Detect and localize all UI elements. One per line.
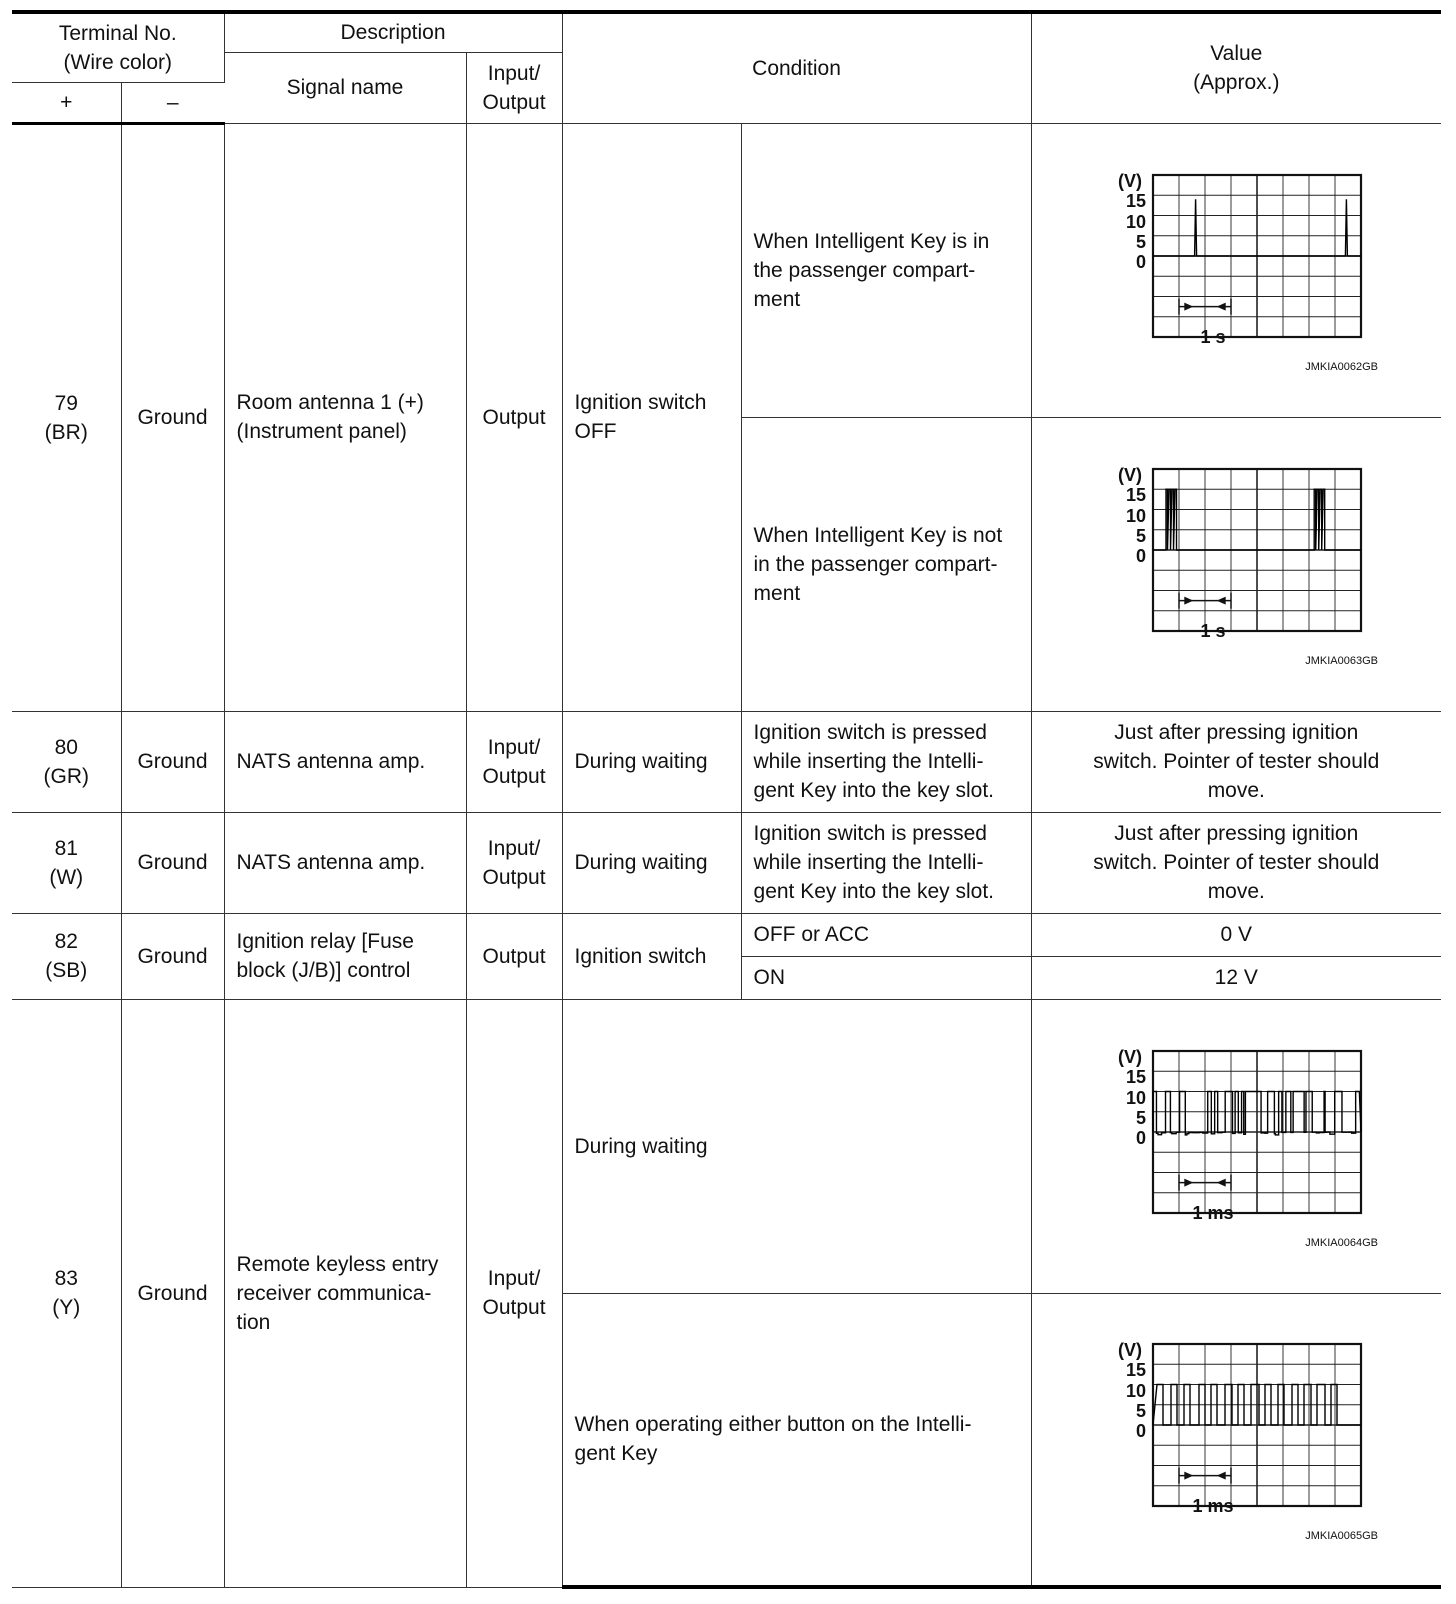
header-minus: – [121, 82, 224, 123]
oscilloscope-waveform [1086, 165, 1386, 375]
signal-line: (Instrument panel) [236, 420, 407, 443]
io-line: Output [482, 1296, 546, 1319]
table-row-80 [12, 711, 1441, 812]
value [1031, 711, 1441, 812]
header-terminal-no [12, 12, 224, 82]
minus-terminal: Ground [121, 913, 224, 999]
io-line: Input/ [487, 1267, 541, 1290]
figure-id: JMKIA0064GB [1305, 1237, 1379, 1249]
time-scale: 1 ms [1192, 1203, 1234, 1223]
sub-condition [741, 711, 1031, 812]
oscilloscope-waveform [1086, 1041, 1386, 1251]
volt-unit: (V) [1118, 1047, 1143, 1067]
signal-name [224, 999, 466, 1587]
terminal-number: 82 [54, 930, 78, 953]
input-output [466, 812, 562, 913]
header-input-output [466, 52, 562, 123]
input-output [466, 999, 562, 1587]
signal-line: Remote keyless entry [236, 1252, 439, 1276]
io-line: Input/ [487, 735, 541, 759]
header-value-label: Value [1210, 42, 1263, 66]
oscilloscope-waveform [1086, 1334, 1386, 1544]
time-scale: 1 s [1200, 327, 1226, 347]
sub-condition-line: When Intelligent Key is in [753, 229, 990, 253]
terminal-81 [12, 812, 121, 913]
value: 0 V [1031, 913, 1441, 956]
value-waveform [1031, 1293, 1441, 1587]
header-io-line1: Input/ [487, 61, 541, 85]
sub-condition-line: in the passenger compart- [753, 552, 998, 576]
header-condition: Condition [562, 12, 1031, 123]
terminal-number: 79 [54, 391, 78, 415]
terminal-79 [12, 123, 121, 711]
value-line: move. [1207, 880, 1265, 903]
y-tick: 15 [1126, 485, 1147, 505]
y-tick: 15 [1126, 191, 1147, 211]
input-output: Output [466, 913, 562, 999]
value-line: Just after pressing ignition [1114, 822, 1359, 845]
minus-terminal: Ground [121, 123, 224, 711]
header-value [1031, 12, 1441, 123]
header-io-line2: Output [482, 90, 546, 114]
sub-condition-line: the passenger compart- [753, 258, 976, 282]
y-tick: 5 [1136, 1401, 1147, 1422]
minus-terminal: Ground [121, 812, 224, 913]
header-description: Description [224, 12, 562, 52]
value-line: switch. Pointer of tester should [1093, 750, 1380, 773]
header-plus: + [12, 82, 121, 123]
header-wire-color-label: (Wire color) [63, 50, 172, 74]
minus-terminal: Ground [121, 711, 224, 812]
condition: During waiting [562, 711, 741, 812]
terminal-82 [12, 913, 121, 999]
condition: Ignition switch [562, 913, 741, 999]
y-tick: 5 [1136, 526, 1147, 546]
value-line: move. [1207, 779, 1265, 802]
figure-id: JMKIA0065GB [1305, 1530, 1379, 1543]
signal-name [224, 123, 466, 711]
sub-condition-line: When Intelligent Key is not [753, 523, 1003, 547]
io-line: Output [482, 764, 546, 788]
signal-line: Ignition relay [Fuse [236, 930, 414, 953]
header-signal-name: Signal name [224, 52, 466, 123]
time-scale: 1 s [1200, 621, 1226, 641]
sub-condition [741, 812, 1031, 913]
sub-condition [741, 123, 1031, 417]
y-tick: 5 [1136, 1108, 1147, 1128]
terminal-value-table [12, 10, 1441, 1589]
y-tick: 0 [1136, 546, 1147, 566]
input-output: Output [466, 123, 562, 711]
time-scale: 1 ms [1192, 1496, 1234, 1517]
signal-line: Room antenna 1 (+) [236, 391, 424, 414]
signal-line: block (J/B)] control [236, 959, 411, 982]
sub-condition-line: gent Key into the key slot. [753, 880, 994, 903]
signal-name [224, 913, 466, 999]
condition [562, 1293, 1031, 1587]
wire-color: (BR) [44, 420, 88, 444]
figure-id: JMKIA0062GB [1305, 361, 1379, 373]
wire-color: (Y) [52, 1296, 81, 1319]
terminal-number: 83 [54, 1267, 78, 1290]
sub-condition-line: Ignition switch is pressed [753, 721, 987, 744]
io-line: Output [482, 865, 546, 889]
volt-unit: (V) [1118, 465, 1143, 485]
io-line: Input/ [487, 836, 541, 860]
header-terminal-no-label: Terminal No. [58, 21, 177, 45]
sub-condition-line: while inserting the Intelli- [753, 750, 984, 773]
figure-id: JMKIA0063GB [1305, 655, 1379, 667]
sub-condition-line: while inserting the Intelli- [753, 851, 984, 874]
header-row-1 [12, 12, 1441, 52]
y-tick: 10 [1126, 1088, 1147, 1108]
header-approx-label: (Approx.) [1193, 71, 1280, 95]
value [1031, 812, 1441, 913]
condition [562, 123, 741, 711]
condition: During waiting [562, 812, 741, 913]
y-tick: 0 [1136, 1421, 1147, 1442]
sub-condition: ON [741, 956, 1031, 999]
y-tick: 10 [1126, 506, 1147, 526]
y-tick: 15 [1126, 1360, 1147, 1381]
signal-line: receiver communica- [236, 1281, 432, 1305]
value-line: switch. Pointer of tester should [1093, 851, 1380, 874]
sub-condition-line: ment [753, 287, 801, 311]
value-waveform [1031, 417, 1441, 711]
terminal-value-table-page [12, 10, 1441, 1589]
y-tick: 5 [1136, 232, 1147, 252]
condition-line: gent Key [574, 1442, 658, 1466]
input-output [466, 711, 562, 812]
sub-condition-line: ment [753, 581, 801, 605]
terminal-80 [12, 711, 121, 812]
signal-name: NATS antenna amp. [224, 711, 466, 812]
sub-condition [741, 417, 1031, 711]
y-tick: 10 [1126, 212, 1147, 232]
value-waveform [1031, 123, 1441, 417]
y-tick: 10 [1126, 1381, 1147, 1402]
volt-unit: (V) [1118, 1340, 1143, 1361]
terminal-number: 80 [54, 735, 78, 759]
volt-unit: (V) [1118, 171, 1143, 191]
condition-line: OFF [574, 420, 617, 443]
wire-color: (W) [49, 865, 84, 889]
oscilloscope-waveform [1086, 459, 1386, 669]
wire-color: (SB) [45, 959, 88, 982]
signal-name: NATS antenna amp. [224, 812, 466, 913]
table-row-81 [12, 812, 1441, 913]
y-tick: 15 [1126, 1067, 1147, 1087]
condition-line: When operating either button on the Intelli- [574, 1413, 972, 1437]
table-row-79 [12, 123, 1441, 417]
table-row-83 [12, 999, 1441, 1293]
terminal-number: 81 [54, 836, 78, 860]
condition-line: Ignition switch [574, 391, 707, 414]
value-waveform [1031, 999, 1441, 1293]
condition: During waiting [562, 999, 1031, 1293]
value: 12 V [1031, 956, 1441, 999]
sub-condition: OFF or ACC [741, 913, 1031, 956]
table-row-82 [12, 913, 1441, 956]
signal-line: tion [236, 1310, 271, 1334]
value-line: Just after pressing ignition [1114, 721, 1359, 744]
y-tick: 0 [1136, 1128, 1147, 1148]
y-tick: 0 [1136, 252, 1147, 272]
wire-color: (GR) [43, 764, 89, 788]
terminal-83 [12, 999, 121, 1587]
sub-condition-line: gent Key into the key slot. [753, 779, 994, 802]
minus-terminal: Ground [121, 999, 224, 1587]
sub-condition-line: Ignition switch is pressed [753, 822, 987, 845]
